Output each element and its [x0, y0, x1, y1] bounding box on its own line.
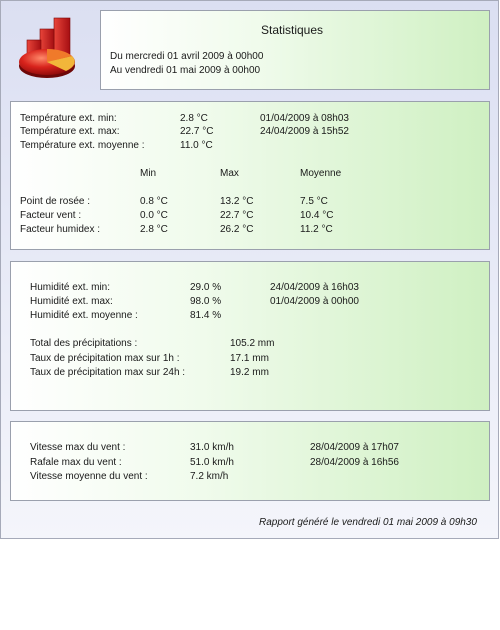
temp-max-date: 24/04/2009 à 15h52 — [260, 126, 349, 137]
rain-rate-24h-label: Taux de précipitation max sur 24h : — [30, 367, 186, 378]
rain-total-label: Total des précipitations : — [30, 338, 138, 349]
rain-total-value: 105.2 mm — [230, 338, 275, 349]
gust-max-date: 28/04/2009 à 16h56 — [310, 457, 399, 468]
wind-avg-value: 7.2 km/h — [190, 471, 229, 482]
windchill-max: 22.7 °C — [220, 210, 254, 221]
header-panel — [100, 10, 490, 90]
dewpoint-avg: 7.5 °C — [300, 196, 328, 207]
dewpoint-max: 13.2 °C — [220, 196, 254, 207]
humidity-max-value: 98.0 % — [190, 296, 222, 307]
wind-avg-label: Vitesse moyenne du vent : — [30, 471, 148, 482]
dewpoint-min: 0.8 °C — [140, 196, 168, 207]
rain-rate-24h-value: 19.2 mm — [230, 367, 269, 378]
temp-max-value: 22.7 °C — [180, 126, 214, 137]
temp-min-value: 2.8 °C — [180, 113, 208, 124]
windchill-avg: 10.4 °C — [300, 210, 334, 221]
humidity-min-date: 24/04/2009 à 16h03 — [270, 282, 359, 293]
period-start: Du mercredi 01 avril 2009 à 00h00 — [110, 51, 264, 62]
temp-max-label: Température ext. max: — [20, 126, 120, 137]
dewpoint-label: Point de rosée : — [20, 196, 91, 207]
col-header-max: Max — [220, 168, 239, 179]
humidex-avg: 11.2 °C — [300, 224, 333, 235]
humidity-max-label: Humidité ext. max: — [30, 296, 113, 307]
col-header-min: Min — [140, 168, 157, 179]
wind-max-value: 31.0 km/h — [190, 442, 234, 453]
windchill-label: Facteur vent : — [20, 210, 82, 221]
humidex-label: Facteur humidex : — [20, 224, 101, 235]
humidity-min-value: 29.0 % — [190, 282, 222, 293]
wind-max-label: Vitesse max du vent : — [30, 442, 126, 453]
humidity-avg-value: 81.4 % — [190, 310, 222, 321]
temp-avg-value: 11.0 °C — [180, 140, 213, 151]
gust-max-value: 51.0 km/h — [190, 457, 234, 468]
wind-panel — [10, 421, 490, 501]
humidex-max: 26.2 °C — [220, 224, 254, 235]
pie-chart-icon — [16, 16, 78, 81]
rain-rate-1h-value: 17.1 mm — [230, 353, 269, 364]
gust-max-label: Rafale max du vent : — [30, 457, 122, 468]
humidity-avg-label: Humidité ext. moyenne : — [30, 310, 138, 321]
temp-min-label: Température ext. min: — [20, 113, 117, 124]
report-footer: Rapport généré le vendredi 01 mai 2009 à 09h30 — [259, 517, 477, 528]
temperature-panel — [10, 101, 490, 250]
temp-avg-label: Température ext. moyenne : — [20, 140, 145, 151]
col-header-avg: Moyenne — [300, 168, 342, 179]
wind-max-date: 28/04/2009 à 17h07 — [310, 442, 399, 453]
page-title: Statistiques — [261, 23, 324, 37]
rain-rate-1h-label: Taux de précipitation max sur 1h : — [30, 353, 180, 364]
windchill-min: 0.0 °C — [140, 210, 168, 221]
temp-min-date: 01/04/2009 à 08h03 — [260, 113, 349, 124]
humidity-max-date: 01/04/2009 à 00h00 — [270, 296, 359, 307]
humidity-rain-panel — [10, 261, 490, 411]
humidity-min-label: Humidité ext. min: — [30, 282, 111, 293]
humidex-min: 2.8 °C — [140, 224, 168, 235]
period-end: Au vendredi 01 mai 2009 à 00h00 — [110, 65, 261, 76]
